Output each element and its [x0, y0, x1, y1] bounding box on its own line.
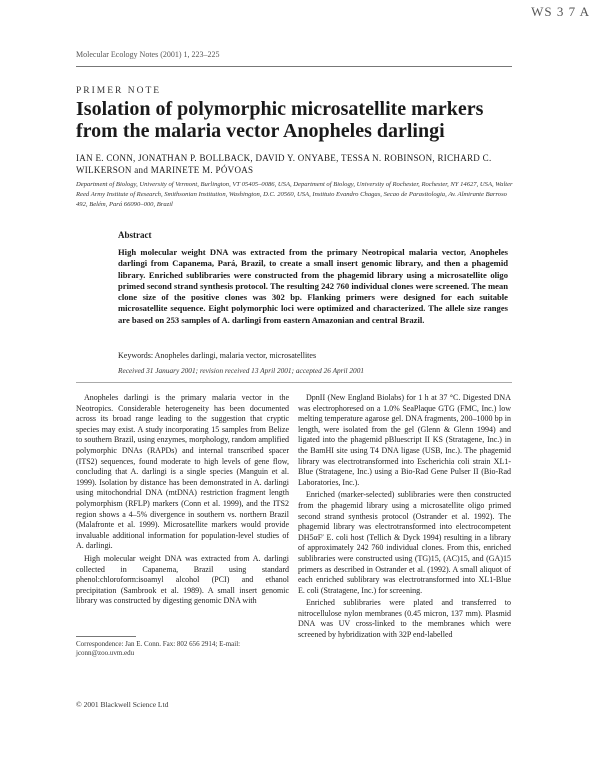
article-type-label: PRIMER NOTE: [76, 86, 162, 96]
footnote-divider: [76, 636, 136, 637]
received-dates: Received 31 January 2001; revision received 13 April 2001; accepted 26 April 2001: [118, 366, 364, 375]
journal-citation: Molecular Ecology Notes (2001) 1, 223–225: [76, 50, 220, 59]
copyright-notice: © 2001 Blackwell Science Ltd: [76, 700, 169, 709]
keywords: Keywords: Anopheles darlingi, malaria vector, microsatellites: [118, 351, 317, 360]
author-affiliations: Department of Biology, University of Vermont, Burlington, VT 05405–0086, USA, Department of Biology, University of Rochester, Rochester, NY 14627, USA, Walter Reed Army Institute of Research, Smithsonian Institution, Washington, D.C. 20560, USA, Instituto Evandro Chagas, Secao de Parasitologia, Av. Almirante Barroso 492, Belém, Pará 66090–000, Brazil: [76, 181, 513, 208]
body-column-left: [76, 393, 289, 609]
body-paragraph: Anopheles darlingi is the primary malaria vector in the Neotropics. Considerable heterogeneity has been documented across its broad range leading to the suggestion that cryptic species may exist. A study incorporating 15 samples from Belize to southern Brazil, using enzymes, morphology, random amplified polymorphic DNAs (RAPDs) and internal transcribed spacer (ITS2) sequences, found moderate to high levels of gene flow, concluding that A. darlingi is a single species (Manguin et al. 1999). Isolation by distance has been demonstrated in A. darlingi using mitochondrial DNA (mtDNA) restriction fragment length polymorphism (RFLP) markers (Conn et al. 1999), and the ITS2 region shows a 4–5% divergence in southern vs. northern Brazil (Malafronte et al. 1999). Microsatellite markers would provide invaluable additional information for population-level studies of A. darlingi.: [76, 393, 289, 551]
body-paragraph: Enriched (marker-selected) sublibraries were then constructed from the phagemid library using a microsatellite oligo primed second strand synthesis protocol (Ostrander et al. 1992). The phagemid library was electrotransformed into electrocompetent DH5αF′ E. coli host (Tellich & Dyck 1994) resulting in a library of approximately 242 760 individual clones. From this, enriched sublibraries were constructed using (TG)15, (AC)15, and (GA)15 primers as described in Ostrander et al. (1992). A small aliquot of each enriched sublibrary was electrotransformed into XL1-Blue E. coli (Stratagene, Inc.) for screening.: [298, 490, 511, 595]
body-paragraph: DpnII (New England Biolabs) for 1 h at 37 °C. Digested DNA was electrophoresed on a 1.0% SeaPlaque GTG (FMC, Inc.) low melting temperature agarose gel. DNA fragments, 200–1000 bp in length, were isolated from the gel (Glenn & Glenn 1994) and ligated into the phagemid pBluescript II KS (Stratagene, Inc.) in the BamHI site using T4 DNA ligase (USB, Inc.). The phagemid library was electrotransformed into Escherichia coli strain XL1-Blue (Stratagene, Inc.) using a Bio-Rad Gene Pulser II (Bio-Rad Laboratories, Inc.).: [298, 393, 511, 487]
header-divider: [76, 66, 512, 67]
body-column-right: [298, 393, 511, 643]
abstract-heading: Abstract: [118, 230, 152, 240]
body-paragraph: High molecular weight DNA was extracted from A. darlingi collected in Capanema, Brazil using standard phenol:chloroform:isoamyl alcohol (PCI) and ethanol precipitation (Sambrook et al. 1989). A small insert genomic library was constructed by digesting genomic DNA with: [76, 553, 289, 606]
abstract-text: High molecular weight DNA was extracted from the primary Neotropical malaria vector, Anopheles darlingi from Capanema, Pará, Brazil, to create a small insert genomic library, and then a phagemid library. Enriched sublibraries were constructed from the phagemid library using a microsatellite oligo primed second strand synthesis protocol. The resulting 242 760 individual clones were screened. The mean clone size of the positive clones was 302 bp. Flanking primers were designed for each suitable microsatellite sequence. Eight polymorphic loci were optimized and characterized. The allele size ranges are based on 253 samples of A. darlingi from eastern Amazonian and central Brazil.: [118, 247, 508, 325]
body-paragraph: Enriched sublibraries were plated and transferred to nitrocellulose nylon membranes (0.45 micron, 137 mm). Plasmid DNA was UV cross-linked to the membranes which were screened by hybridization with 32P end-labelled: [298, 598, 511, 640]
article-title: Isolation of polymorphic microsatellite markers from the malaria vector Anopheles darlingi: [76, 98, 484, 142]
archive-stamp: WS 3 7 A: [531, 4, 590, 19]
author-list: IAN E. CONN, JONATHAN P. BOLLBACK, DAVID Y. ONYABE, TESSA N. ROBINSON, RICHARD C. WILKERSON and MARINETE M. PÓVOAS: [76, 153, 492, 175]
abstract-divider: [76, 382, 512, 383]
correspondence-footnote: Correspondence: Jan E. Conn. Fax: 802 656 2914; E-mail: jconn@zoo.uvm.edu: [76, 640, 241, 657]
